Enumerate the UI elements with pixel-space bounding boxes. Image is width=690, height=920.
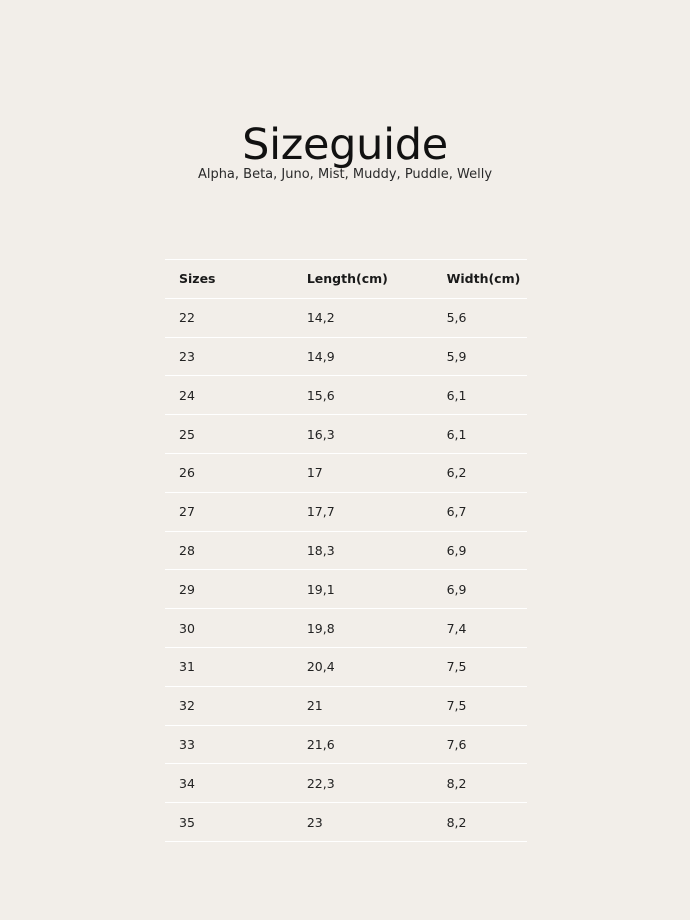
cell-length: 23 — [307, 803, 447, 842]
cell-length: 19,8 — [307, 609, 447, 648]
cell-width: 6,1 — [447, 415, 527, 454]
table-row — [165, 686, 527, 725]
cell-size: 26 — [165, 453, 307, 492]
cell-size: 33 — [165, 725, 307, 764]
cell-length: 14,9 — [307, 337, 447, 376]
cell-length: 18,3 — [307, 531, 447, 570]
cell-width: 6,9 — [447, 570, 527, 609]
cell-size: 31 — [165, 647, 307, 686]
cell-length: 22,3 — [307, 764, 447, 803]
cell-width: 6,9 — [447, 531, 527, 570]
cell-width: 7,5 — [447, 686, 527, 725]
cell-width: 5,9 — [447, 337, 527, 376]
cell-width: 7,4 — [447, 609, 527, 648]
table-row — [165, 725, 527, 764]
table-row — [165, 803, 527, 842]
cell-length: 20,4 — [307, 647, 447, 686]
header-length: Length(cm) — [307, 260, 447, 299]
cell-width: 7,5 — [447, 647, 527, 686]
table-row — [165, 453, 527, 492]
cell-size: 22 — [165, 298, 307, 337]
table-row — [165, 337, 527, 376]
cell-width: 7,6 — [447, 725, 527, 764]
cell-width: 8,2 — [447, 764, 527, 803]
cell-length: 21,6 — [307, 725, 447, 764]
cell-length: 15,6 — [307, 376, 447, 415]
cell-length: 17 — [307, 453, 447, 492]
cell-size: 30 — [165, 609, 307, 648]
table-row — [165, 531, 527, 570]
cell-size: 23 — [165, 337, 307, 376]
table-row — [165, 298, 527, 337]
cell-length: 14,2 — [307, 298, 447, 337]
table-row — [165, 609, 527, 648]
page-title: Sizeguide — [242, 119, 448, 170]
product-list-subtitle: Alpha, Beta, Juno, Mist, Muddy, Puddle, Welly — [197, 167, 493, 182]
cell-size: 27 — [165, 492, 307, 531]
cell-size: 35 — [165, 803, 307, 842]
cell-width: 6,1 — [447, 376, 527, 415]
cell-width: 6,7 — [447, 492, 527, 531]
cell-length: 16,3 — [307, 415, 447, 454]
cell-size: 32 — [165, 686, 307, 725]
cell-width: 8,2 — [447, 803, 527, 842]
table-row — [165, 764, 527, 803]
cell-length: 19,1 — [307, 570, 447, 609]
cell-size: 29 — [165, 570, 307, 609]
table-body — [165, 298, 527, 841]
size-table — [165, 259, 527, 842]
cell-length: 17,7 — [307, 492, 447, 531]
table-row — [165, 415, 527, 454]
cell-width: 6,2 — [447, 453, 527, 492]
cell-width: 5,6 — [447, 298, 527, 337]
cell-size: 25 — [165, 415, 307, 454]
table-row — [165, 376, 527, 415]
header-sizes: Sizes — [165, 260, 307, 299]
cell-size: 28 — [165, 531, 307, 570]
table-row — [165, 647, 527, 686]
table-row — [165, 570, 527, 609]
table-row — [165, 492, 527, 531]
table-header-row — [165, 260, 527, 299]
cell-size: 34 — [165, 764, 307, 803]
cell-length: 21 — [307, 686, 447, 725]
header-width: Width(cm) — [447, 260, 527, 299]
cell-size: 24 — [165, 376, 307, 415]
